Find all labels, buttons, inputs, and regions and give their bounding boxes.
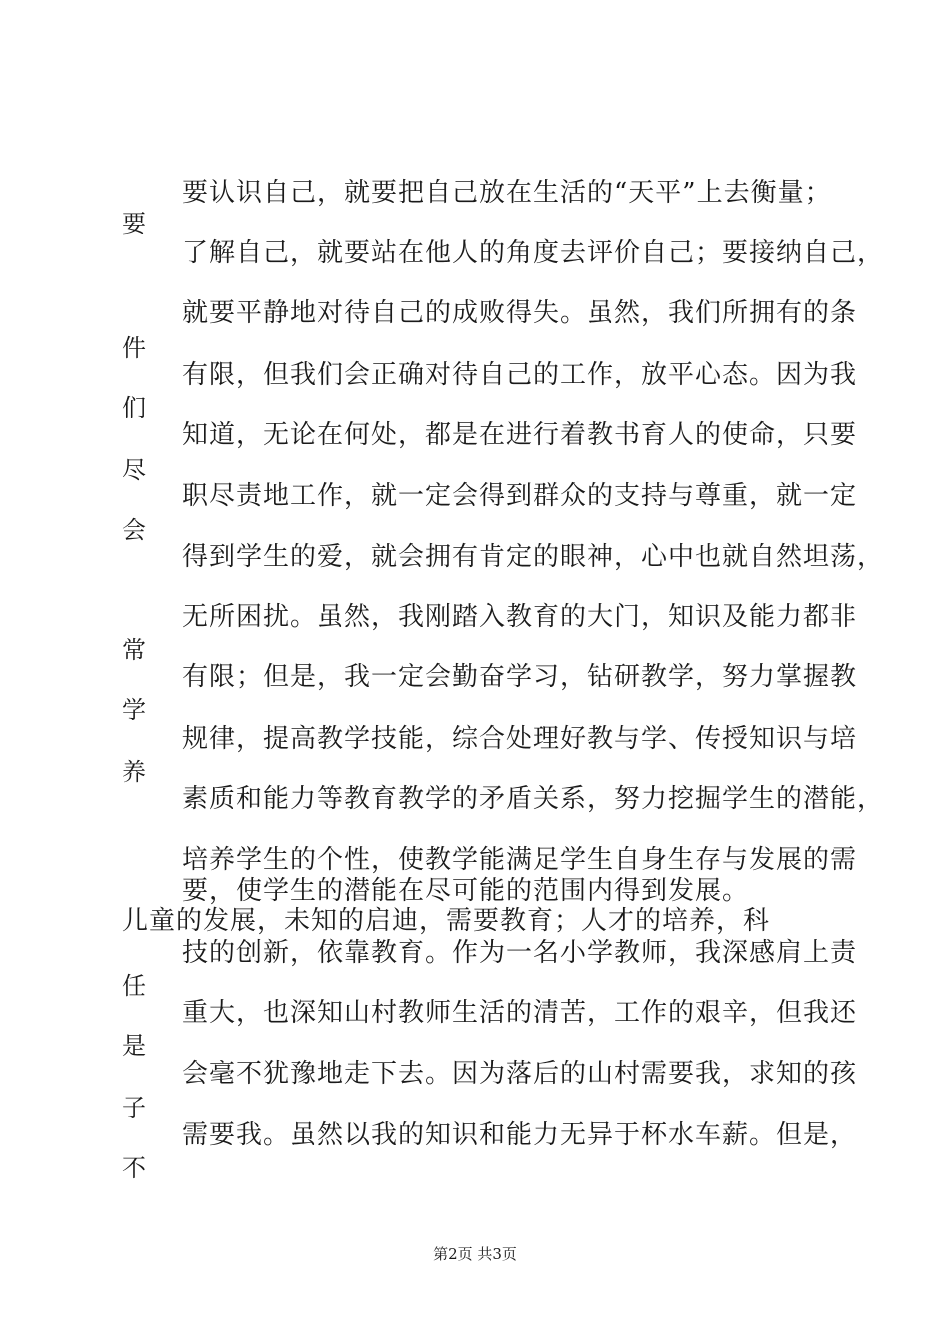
margin-char-4: 尽 <box>122 456 146 484</box>
body-line-3: 就要平静地对待自己的成败得失。虽然，我们所拥有的条 <box>182 298 858 328</box>
body-line-17: 会毫不犹豫地走下去。因为落后的山村需要我，求知的孩 <box>182 1059 858 1089</box>
body-line-4: 有限，但我们会正确对待自己的工作，放平心态。因为我 <box>182 360 858 390</box>
body-line-5: 知道，无论在何处，都是在进行着教书育人的使命，只要 <box>182 420 858 450</box>
body-line-9: 有限；但是，我一定会勤奋学习，钻研教学，努力掌握教 <box>182 662 858 692</box>
body-line-12: 培养学生的个性，使教学能满足学生自身生存与发展的需 <box>182 845 858 875</box>
margin-char-2: 件 <box>122 334 146 362</box>
margin-char-8: 养 <box>122 758 146 786</box>
body-line-16: 重大，也深知山村教师生活的清苦，工作的艰辛，但我还 <box>182 998 858 1028</box>
body-line-8: 无所困扰。虽然，我刚踏入教育的大门，知识及能力都非 <box>182 602 858 632</box>
body-line-18: 需要我。虽然以我的知识和能力无异于杯水车薪。但是， <box>182 1120 858 1150</box>
margin-char-5: 会 <box>122 516 146 544</box>
margin-char-6: 常 <box>122 636 146 664</box>
body-line-7: 得到学生的爱，就会拥有肯定的眼神，心中也就自然坦荡， <box>182 542 885 572</box>
margin-char-9: 任 <box>122 972 146 1000</box>
margin-char-11: 子 <box>122 1094 146 1122</box>
body-line-10: 规律，提高教学技能，综合处理好教与学、传授知识与培 <box>182 724 858 754</box>
body-line-2: 了解自己，就要站在他人的角度去评价自己；要接纳自己， <box>182 238 885 268</box>
body-line-13: 要，使学生的潜能在尽可能的范围内得到发展。 <box>182 876 750 906</box>
page-number-footer: 第2页 共3页 <box>433 1245 517 1263</box>
margin-char-3: 们 <box>122 394 146 422</box>
body-line-1: 要认识自己，就要把自己放在生活的“天平”上去衡量； <box>182 178 832 208</box>
body-line-15: 技的创新，依靠教育。作为一名小学教师，我深感肩上责 <box>182 938 858 968</box>
body-line-11: 素质和能力等教育教学的矛盾关系，努力挖掘学生的潜能， <box>182 784 885 814</box>
margin-char-12: 不 <box>122 1154 146 1182</box>
body-line-6: 职尽责地工作，就一定会得到群众的支持与尊重，就一定 <box>182 481 858 511</box>
margin-char-1: 要 <box>122 210 146 238</box>
margin-char-7: 学 <box>122 696 146 724</box>
body-line-14: 儿童的发展，未知的启迪，需要教育；人才的培养，科 <box>122 906 771 936</box>
margin-char-10: 是 <box>122 1032 146 1060</box>
